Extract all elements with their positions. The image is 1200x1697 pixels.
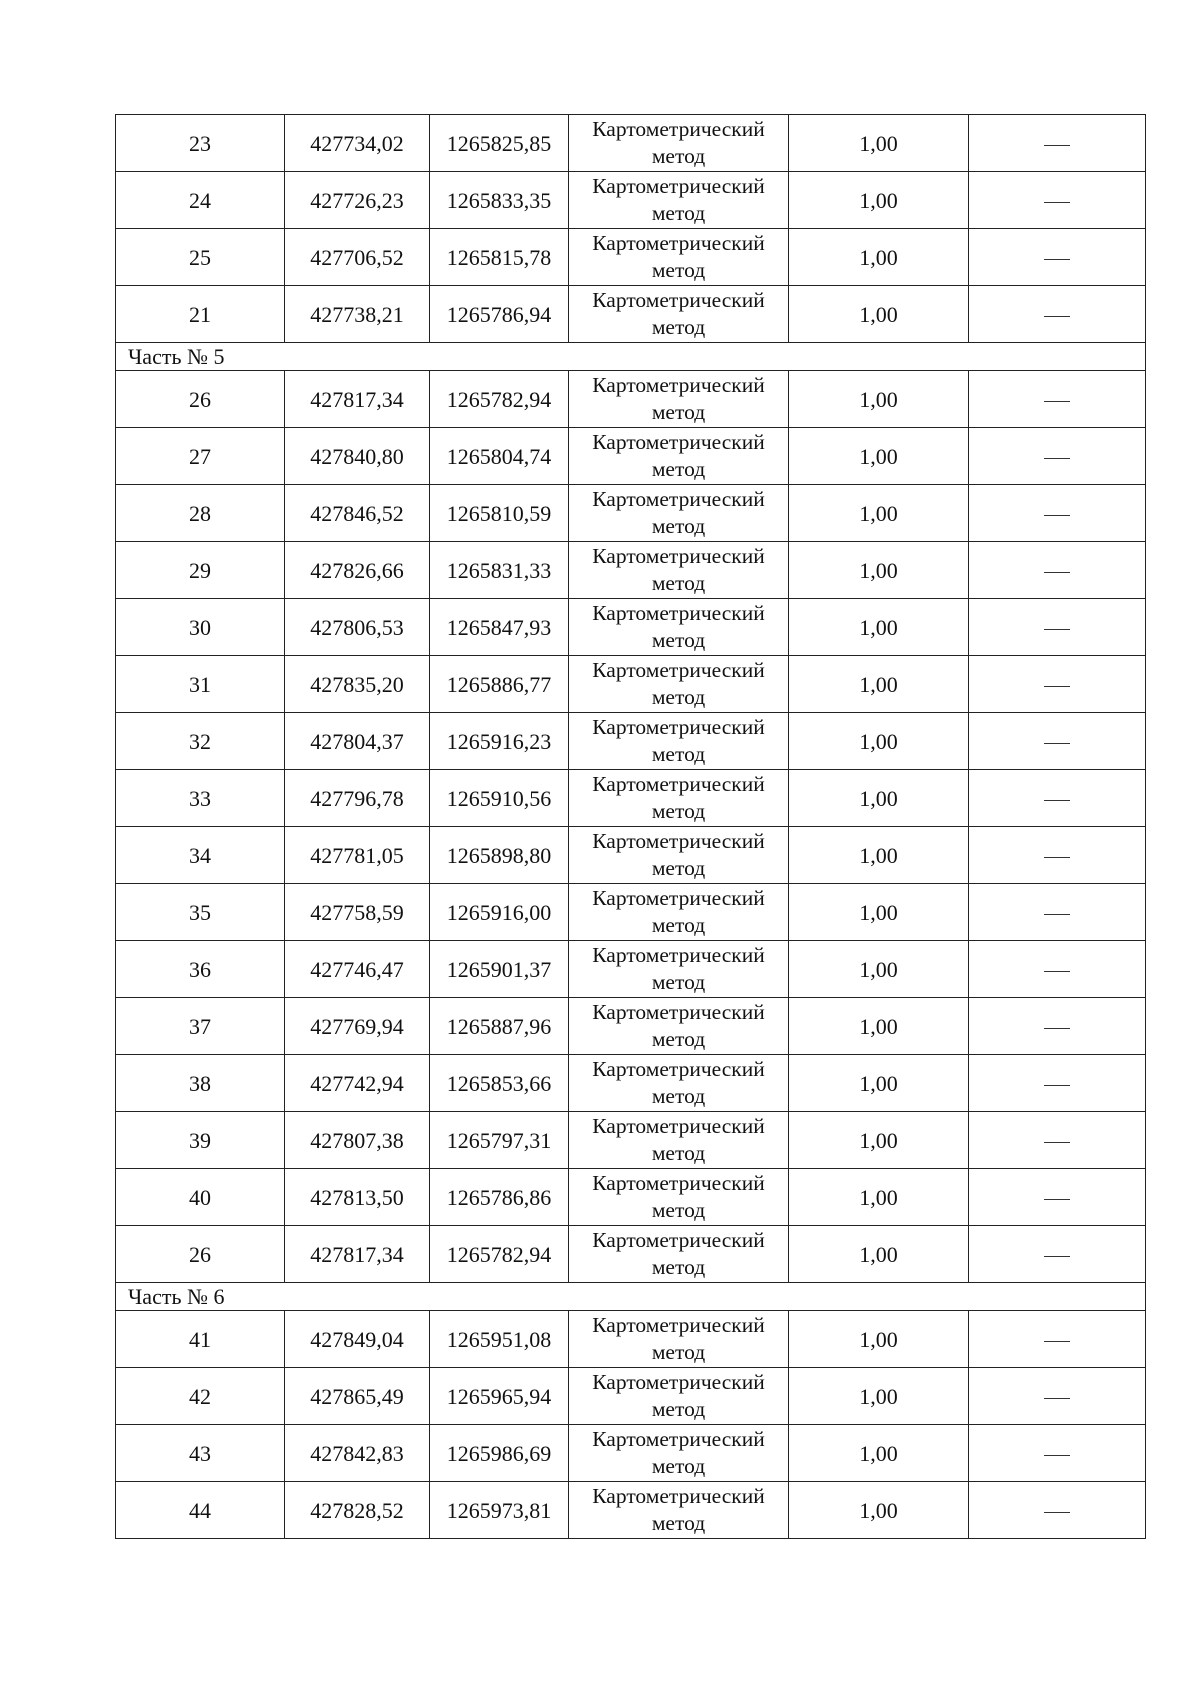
- accuracy-cell: 1,00: [789, 428, 969, 485]
- y-coordinate-cell: 1265825,85: [430, 115, 569, 172]
- point-number-cell: 33: [116, 770, 285, 827]
- method-cell: Картометрический метод: [569, 1425, 789, 1482]
- point-number-cell: 36: [116, 941, 285, 998]
- accuracy-cell: 1,00: [789, 1482, 969, 1539]
- x-coordinate-cell: 427758,59: [285, 884, 430, 941]
- accuracy-cell: 1,00: [789, 827, 969, 884]
- y-coordinate-cell: 1265916,23: [430, 713, 569, 770]
- section-header-row: [116, 1283, 1146, 1311]
- table-row: [116, 1112, 1146, 1169]
- method-cell: Картометрический метод: [569, 286, 789, 343]
- point-number-cell: 42: [116, 1368, 285, 1425]
- x-coordinate-cell: 427817,34: [285, 371, 430, 428]
- x-coordinate-cell: 427849,04: [285, 1311, 430, 1368]
- note-cell: [969, 1482, 1146, 1539]
- point-number-cell: 32: [116, 713, 285, 770]
- y-coordinate-cell: 1265910,56: [430, 770, 569, 827]
- dash-mark: [1044, 401, 1070, 402]
- table-row: [116, 656, 1146, 713]
- accuracy-cell: 1,00: [789, 1055, 969, 1112]
- table-row: [116, 998, 1146, 1055]
- y-coordinate-cell: 1265986,69: [430, 1425, 569, 1482]
- point-number-cell: 43: [116, 1425, 285, 1482]
- dash-mark: [1044, 686, 1070, 687]
- table-row: [116, 1311, 1146, 1368]
- dash-mark: [1044, 971, 1070, 972]
- x-coordinate-cell: 427828,52: [285, 1482, 430, 1539]
- table-row: [116, 172, 1146, 229]
- point-number-cell: 26: [116, 1226, 285, 1283]
- y-coordinate-cell: 1265782,94: [430, 1226, 569, 1283]
- method-cell: Картометрический метод: [569, 656, 789, 713]
- y-coordinate-cell: 1265916,00: [430, 884, 569, 941]
- note-cell: [969, 941, 1146, 998]
- note-cell: [969, 599, 1146, 656]
- point-number-cell: 28: [116, 485, 285, 542]
- coordinates-table-body: [116, 115, 1146, 1539]
- note-cell: [969, 656, 1146, 713]
- point-number-cell: 37: [116, 998, 285, 1055]
- y-coordinate-cell: 1265887,96: [430, 998, 569, 1055]
- note-cell: [969, 1368, 1146, 1425]
- y-coordinate-cell: 1265797,31: [430, 1112, 569, 1169]
- section-label: Часть № 6: [116, 1283, 1146, 1311]
- point-number-cell: 38: [116, 1055, 285, 1112]
- point-number-cell: 30: [116, 599, 285, 656]
- y-coordinate-cell: 1265786,86: [430, 1169, 569, 1226]
- point-number-cell: 41: [116, 1311, 285, 1368]
- point-number-cell: 25: [116, 229, 285, 286]
- dash-mark: [1044, 914, 1070, 915]
- point-number-cell: 39: [116, 1112, 285, 1169]
- dash-mark: [1044, 316, 1070, 317]
- point-number-cell: 26: [116, 371, 285, 428]
- table-row: [116, 542, 1146, 599]
- accuracy-cell: 1,00: [789, 770, 969, 827]
- table-row: [116, 286, 1146, 343]
- point-number-cell: 27: [116, 428, 285, 485]
- x-coordinate-cell: 427738,21: [285, 286, 430, 343]
- table-row: [116, 229, 1146, 286]
- method-cell: Картометрический метод: [569, 713, 789, 770]
- y-coordinate-cell: 1265782,94: [430, 371, 569, 428]
- point-number-cell: 44: [116, 1482, 285, 1539]
- dash-mark: [1044, 259, 1070, 260]
- table-row: [116, 713, 1146, 770]
- note-cell: [969, 286, 1146, 343]
- dash-mark: [1044, 1085, 1070, 1086]
- x-coordinate-cell: 427813,50: [285, 1169, 430, 1226]
- accuracy-cell: 1,00: [789, 656, 969, 713]
- accuracy-cell: 1,00: [789, 941, 969, 998]
- note-cell: [969, 1311, 1146, 1368]
- accuracy-cell: 1,00: [789, 1425, 969, 1482]
- x-coordinate-cell: 427742,94: [285, 1055, 430, 1112]
- x-coordinate-cell: 427817,34: [285, 1226, 430, 1283]
- dash-mark: [1044, 800, 1070, 801]
- x-coordinate-cell: 427804,37: [285, 713, 430, 770]
- method-cell: Картометрический метод: [569, 172, 789, 229]
- table-row: [116, 770, 1146, 827]
- dash-mark: [1044, 1256, 1070, 1257]
- note-cell: [969, 1226, 1146, 1283]
- table-row: [116, 827, 1146, 884]
- x-coordinate-cell: 427835,20: [285, 656, 430, 713]
- method-cell: Картометрический метод: [569, 1482, 789, 1539]
- dash-mark: [1044, 202, 1070, 203]
- x-coordinate-cell: 427769,94: [285, 998, 430, 1055]
- dash-mark: [1044, 1398, 1070, 1399]
- method-cell: Картометрический метод: [569, 599, 789, 656]
- y-coordinate-cell: 1265973,81: [430, 1482, 569, 1539]
- x-coordinate-cell: 427806,53: [285, 599, 430, 656]
- x-coordinate-cell: 427826,66: [285, 542, 430, 599]
- table-row: [116, 1425, 1146, 1482]
- table-row: [116, 941, 1146, 998]
- table-row: [116, 428, 1146, 485]
- method-cell: Картометрический метод: [569, 1112, 789, 1169]
- y-coordinate-cell: 1265810,59: [430, 485, 569, 542]
- method-cell: Картометрический метод: [569, 1055, 789, 1112]
- table-row: [116, 1169, 1146, 1226]
- accuracy-cell: 1,00: [789, 713, 969, 770]
- method-cell: Картометрический метод: [569, 229, 789, 286]
- y-coordinate-cell: 1265886,77: [430, 656, 569, 713]
- y-coordinate-cell: 1265901,37: [430, 941, 569, 998]
- dash-mark: [1044, 1028, 1070, 1029]
- table-row: [116, 884, 1146, 941]
- x-coordinate-cell: 427706,52: [285, 229, 430, 286]
- table-row: [116, 599, 1146, 656]
- point-number-cell: 34: [116, 827, 285, 884]
- y-coordinate-cell: 1265831,33: [430, 542, 569, 599]
- note-cell: [969, 998, 1146, 1055]
- dash-mark: [1044, 1455, 1070, 1456]
- note-cell: [969, 172, 1146, 229]
- x-coordinate-cell: 427865,49: [285, 1368, 430, 1425]
- y-coordinate-cell: 1265815,78: [430, 229, 569, 286]
- accuracy-cell: 1,00: [789, 115, 969, 172]
- accuracy-cell: 1,00: [789, 172, 969, 229]
- method-cell: Картометрический метод: [569, 1169, 789, 1226]
- dash-mark: [1044, 629, 1070, 630]
- section-label: Часть № 5: [116, 343, 1146, 371]
- note-cell: [969, 884, 1146, 941]
- x-coordinate-cell: 427726,23: [285, 172, 430, 229]
- note-cell: [969, 1425, 1146, 1482]
- x-coordinate-cell: 427781,05: [285, 827, 430, 884]
- accuracy-cell: 1,00: [789, 485, 969, 542]
- x-coordinate-cell: 427796,78: [285, 770, 430, 827]
- table-row: [116, 1055, 1146, 1112]
- dash-mark: [1044, 1142, 1070, 1143]
- x-coordinate-cell: 427846,52: [285, 485, 430, 542]
- table-row: [116, 485, 1146, 542]
- accuracy-cell: 1,00: [789, 1311, 969, 1368]
- accuracy-cell: 1,00: [789, 1368, 969, 1425]
- method-cell: Картометрический метод: [569, 115, 789, 172]
- note-cell: [969, 115, 1146, 172]
- note-cell: [969, 713, 1146, 770]
- method-cell: Картометрический метод: [569, 1226, 789, 1283]
- accuracy-cell: 1,00: [789, 1169, 969, 1226]
- dash-mark: [1044, 1199, 1070, 1200]
- point-number-cell: 35: [116, 884, 285, 941]
- accuracy-cell: 1,00: [789, 1226, 969, 1283]
- note-cell: [969, 1112, 1146, 1169]
- point-number-cell: 21: [116, 286, 285, 343]
- y-coordinate-cell: 1265804,74: [430, 428, 569, 485]
- y-coordinate-cell: 1265847,93: [430, 599, 569, 656]
- point-number-cell: 40: [116, 1169, 285, 1226]
- dash-mark: [1044, 743, 1070, 744]
- x-coordinate-cell: 427807,38: [285, 1112, 430, 1169]
- note-cell: [969, 1055, 1146, 1112]
- accuracy-cell: 1,00: [789, 371, 969, 428]
- method-cell: Картометрический метод: [569, 1368, 789, 1425]
- x-coordinate-cell: 427840,80: [285, 428, 430, 485]
- y-coordinate-cell: 1265898,80: [430, 827, 569, 884]
- method-cell: Картометрический метод: [569, 827, 789, 884]
- method-cell: Картометрический метод: [569, 884, 789, 941]
- method-cell: Картометрический метод: [569, 428, 789, 485]
- method-cell: Картометрический метод: [569, 542, 789, 599]
- accuracy-cell: 1,00: [789, 542, 969, 599]
- note-cell: [969, 1169, 1146, 1226]
- accuracy-cell: 1,00: [789, 229, 969, 286]
- method-cell: Картометрический метод: [569, 941, 789, 998]
- x-coordinate-cell: 427746,47: [285, 941, 430, 998]
- accuracy-cell: 1,00: [789, 286, 969, 343]
- method-cell: Картометрический метод: [569, 485, 789, 542]
- dash-mark: [1044, 1341, 1070, 1342]
- x-coordinate-cell: 427734,02: [285, 115, 430, 172]
- y-coordinate-cell: 1265786,94: [430, 286, 569, 343]
- method-cell: Картометрический метод: [569, 371, 789, 428]
- method-cell: Картометрический метод: [569, 770, 789, 827]
- x-coordinate-cell: 427842,83: [285, 1425, 430, 1482]
- y-coordinate-cell: 1265965,94: [430, 1368, 569, 1425]
- dash-mark: [1044, 857, 1070, 858]
- accuracy-cell: 1,00: [789, 998, 969, 1055]
- section-header-row: [116, 343, 1146, 371]
- y-coordinate-cell: 1265951,08: [430, 1311, 569, 1368]
- table-row: [116, 115, 1146, 172]
- y-coordinate-cell: 1265853,66: [430, 1055, 569, 1112]
- dash-mark: [1044, 515, 1070, 516]
- y-coordinate-cell: 1265833,35: [430, 172, 569, 229]
- table-row: [116, 1368, 1146, 1425]
- point-number-cell: 24: [116, 172, 285, 229]
- method-cell: Картометрический метод: [569, 998, 789, 1055]
- dash-mark: [1044, 572, 1070, 573]
- point-number-cell: 31: [116, 656, 285, 713]
- table-row: [116, 371, 1146, 428]
- note-cell: [969, 542, 1146, 599]
- note-cell: [969, 770, 1146, 827]
- accuracy-cell: 1,00: [789, 1112, 969, 1169]
- note-cell: [969, 229, 1146, 286]
- method-cell: Картометрический метод: [569, 1311, 789, 1368]
- point-number-cell: 29: [116, 542, 285, 599]
- dash-mark: [1044, 145, 1070, 146]
- accuracy-cell: 1,00: [789, 884, 969, 941]
- note-cell: [969, 827, 1146, 884]
- dash-mark: [1044, 458, 1070, 459]
- note-cell: [969, 428, 1146, 485]
- coordinates-table: [115, 114, 1146, 1539]
- accuracy-cell: 1,00: [789, 599, 969, 656]
- point-number-cell: 23: [116, 115, 285, 172]
- note-cell: [969, 371, 1146, 428]
- table-row: [116, 1482, 1146, 1539]
- table-row: [116, 1226, 1146, 1283]
- dash-mark: [1044, 1512, 1070, 1513]
- note-cell: [969, 485, 1146, 542]
